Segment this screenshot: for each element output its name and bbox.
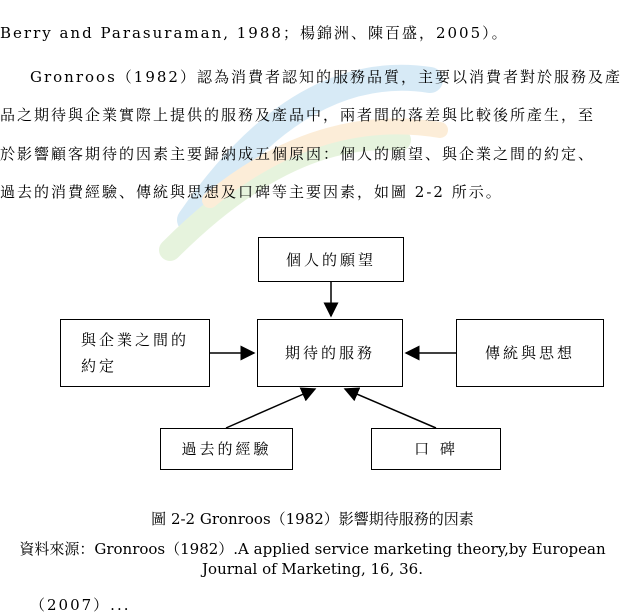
- box-word-of-mouth: [371, 428, 501, 470]
- box-label: 口 碑: [414, 440, 458, 458]
- box-personal-wish: [258, 237, 404, 282]
- paragraph-line: 品之期待與企業實際上提供的服務及產品中，兩者間的落差與比較後所產生，至: [0, 106, 596, 124]
- paragraph-line: Berry and Parasuraman, 1988；楊錦洲、陳百盛，2005）。: [0, 24, 509, 42]
- box-label: 過去的經驗: [181, 440, 272, 458]
- paragraph-line: Gronroos（1982）認為消費者認知的服務品質，主要以消費者對於服務及產: [30, 68, 622, 86]
- box-expected-service: [257, 319, 403, 387]
- figure-source: 資料來源：Gronroos（1982）.A applied service marketing theory,by European: [19, 540, 606, 558]
- figure-caption: 圖 2-2 Gronroos（1982）影響期待服務的因素: [151, 510, 474, 528]
- box-label: 期待的服務: [284, 344, 375, 362]
- paragraph-line: 過去的消費經驗、傳統與思想及口碑等主要因素，如圖 2-2 所示。: [0, 183, 503, 201]
- box-enterprise-agreement: [60, 319, 210, 387]
- box-label: 約定: [81, 357, 118, 375]
- figure-source: Journal of Marketing, 16, 36.: [202, 560, 423, 578]
- arrow-bottom-left: [226, 389, 315, 428]
- box-past-experience: [160, 428, 293, 470]
- box-label: 個人的願望: [285, 250, 376, 269]
- arrow-bottom-right: [345, 389, 436, 428]
- paragraph-line: （2007）...: [30, 596, 131, 614]
- paragraph-line: 於影響顧客期待的因素主要歸納成五個原因：個人的願望、與企業之間的約定、: [0, 145, 596, 163]
- box-label: 與企業之間的: [81, 331, 190, 349]
- box-tradition-thought: [456, 319, 604, 387]
- box-label: 傳統與思想: [484, 344, 575, 362]
